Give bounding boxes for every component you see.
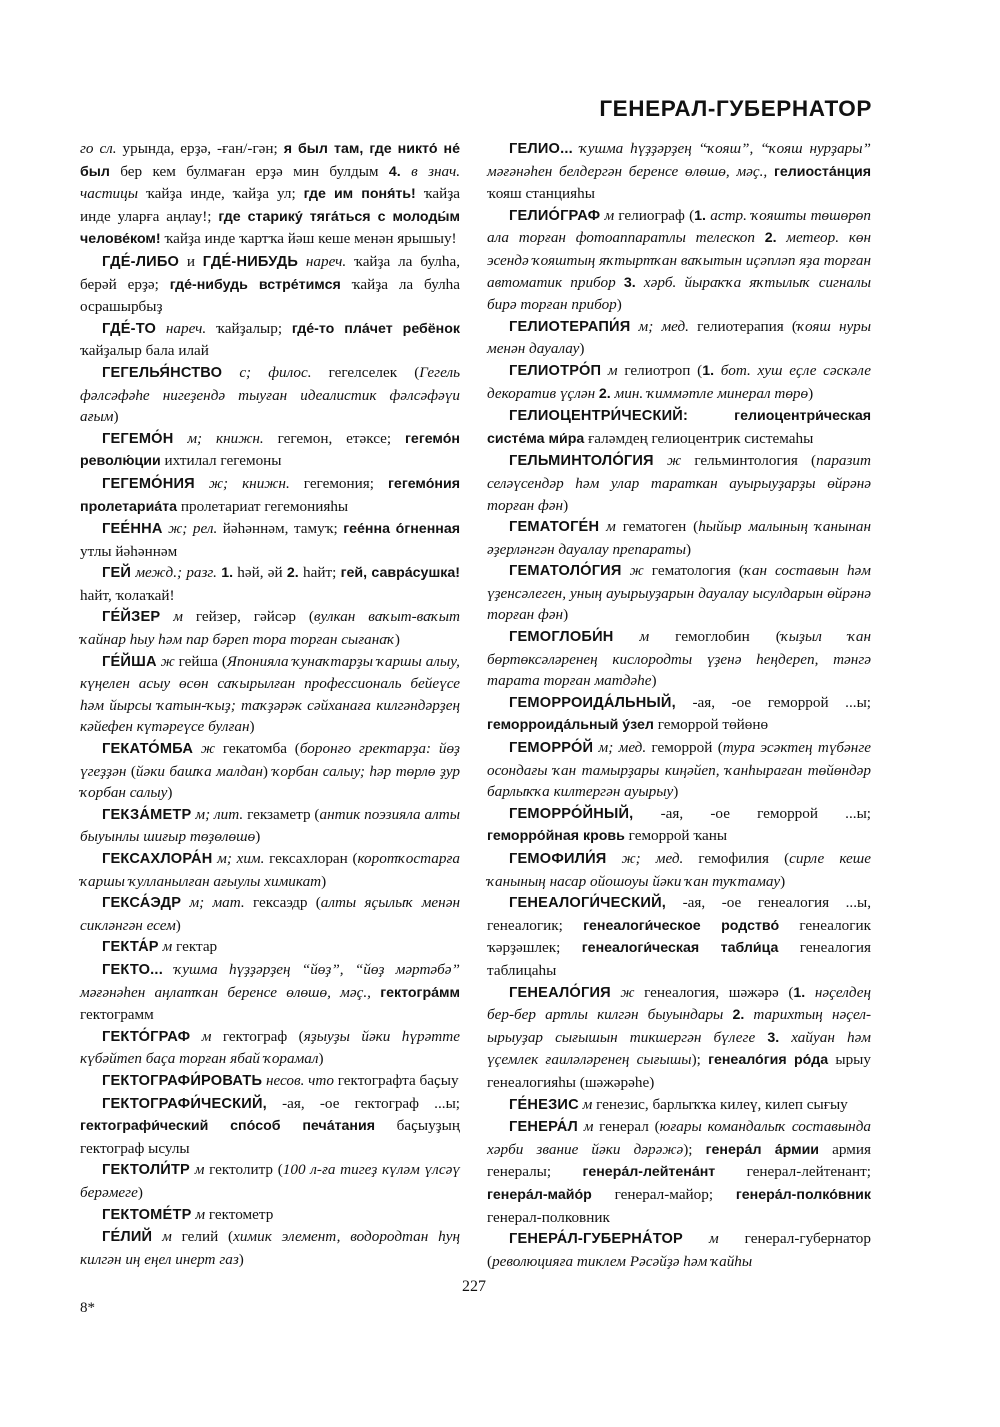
text: гексахлоран ( — [264, 850, 358, 867]
italic-text: м; мед. — [593, 739, 647, 757]
italic-text: м — [577, 1118, 594, 1136]
headword: ГЕГЕЛЬЯ́НСТВО — [102, 364, 223, 381]
italic-text: с; филос. — [222, 363, 312, 381]
bold-phrase: 2. — [598, 385, 611, 402]
headword: ГЕЛИО... — [509, 141, 573, 157]
bold-phrase: 3. — [767, 1029, 780, 1046]
headword: ГЕМОФИЛИ́Я — [509, 851, 607, 867]
dictionary-entry — [487, 560, 871, 626]
headword: ГЕМОГЛОБИ́Н — [509, 629, 614, 646]
italic-text: м — [683, 1230, 719, 1248]
bold-phrase: гегемо́н револю́ции — [80, 430, 460, 470]
headword: ГЕКТО... — [102, 961, 163, 978]
text: ) — [651, 672, 657, 690]
text: ) — [137, 1183, 143, 1201]
dictionary-entry — [487, 1116, 871, 1228]
text: гематоген ( — [615, 518, 699, 536]
text — [755, 1029, 767, 1046]
bold-phrase: 3. — [623, 274, 636, 291]
italic-text: несов. что — [262, 1071, 334, 1089]
dictionary-entry — [80, 251, 460, 318]
text — [767, 163, 774, 180]
text: -ая, -ое геморрой ...ы; — [675, 693, 871, 711]
bold-phrase: генеало́гия ро́да — [708, 1052, 829, 1069]
italic-text: м — [158, 938, 173, 956]
text: ҡайҙалыр; — [206, 319, 292, 337]
italic-text: боронғо гректарҙа: йөҙ үгеҙҙән — [80, 740, 460, 780]
headword: ГЕЛИОТРО́П — [509, 362, 602, 379]
italic-text: м — [600, 206, 615, 224]
text: гемофилия ( — [683, 850, 790, 867]
dictionary-entry — [80, 606, 460, 650]
italic-text: вулкан ваҡыт-ваҡыт ҡайнар һыу һәм пар бәреп тора торған сығанаҡ — [80, 608, 460, 649]
dictionary-entry — [487, 892, 871, 981]
headword: ГДЕ́-НИБУДЬ — [202, 253, 299, 270]
italic-text: революцияға тиклем Рәсәйҙә һәм ҡайһы — [492, 1252, 753, 1270]
text: генезис, барлыҡҡа килеү, килеп сығыу — [592, 1095, 848, 1113]
headword: ГЕКТО́ГРАФ — [102, 1028, 191, 1045]
text: гектар — [172, 938, 218, 956]
italic-text: астр. ҡояшты төшөрөп ала торған фотоаппаратлы телескоп — [487, 206, 871, 247]
dictionary-entry — [80, 562, 460, 606]
text: ) — [808, 384, 814, 402]
text: гектограмм — [80, 1006, 154, 1024]
italic-text: ҡояш нуры менән дауалау — [487, 317, 871, 358]
text: ); — [683, 1140, 706, 1158]
italic-text: ж; мед. — [606, 850, 684, 867]
italic-text: м — [191, 1205, 206, 1223]
text: һайт; — [298, 564, 341, 582]
headword: ГЕНЕРА́Л — [509, 1119, 578, 1136]
text: гегемон, етәксе; — [263, 429, 406, 447]
italic-text: го сл. — [80, 140, 117, 157]
dictionary-entry — [80, 362, 460, 428]
bold-phrase: генеалоги́ческое родство́ — [583, 917, 780, 934]
italic-text: йәки башҡа малдан — [135, 762, 263, 780]
text: ҡайҙа инде уларға аңлау!; — [80, 185, 461, 225]
italic-text: паразит селәүсендәр һәм улар тараткан ауырыуҙарҙы өйрәнә торған фән — [487, 452, 871, 514]
headword: ГЕМАТОЛО́ГИЯ — [509, 563, 622, 580]
text: һәй, әй — [233, 564, 287, 582]
headword: ГЕКТОМЕ́ТР — [102, 1206, 192, 1223]
text: ) — [563, 496, 569, 514]
dictionary-entry — [80, 1159, 460, 1203]
text: гелиограф ( — [614, 206, 695, 224]
italic-text: коротҡостарға ҡаршы ҡулланылған ағыулы химикат — [80, 850, 460, 890]
dictionary-entry — [80, 518, 460, 562]
headword: ГЕНЕАЛО́ГИЯ — [509, 984, 611, 1001]
dictionary-entry — [80, 473, 460, 518]
italic-text: ж — [653, 452, 682, 470]
text: гейша ( — [174, 652, 227, 670]
text: ) — [167, 784, 173, 802]
text — [755, 229, 765, 246]
text — [371, 984, 380, 1001]
dictionary-entry — [487, 405, 871, 450]
headword: ГЕМАТОГЕ́Н — [509, 519, 600, 536]
headword: ГЕНЕАЛОГИ́ЧЕСКИЙ, — [509, 895, 667, 912]
signature-mark: 8* — [80, 1300, 95, 1316]
italic-text: юғары командалыҡ составында хәрби звание йәки дәрәжә — [487, 1118, 871, 1158]
text: гегелселек ( — [311, 363, 420, 381]
text: ) — [238, 1250, 244, 1268]
text: ) — [262, 762, 273, 780]
headword: ГЕЛИО́ГРАФ — [509, 207, 601, 224]
text: ) — [113, 408, 119, 426]
bold-phrase: генера́л а́рмии — [705, 1141, 820, 1158]
text: гектографта баҫыу — [333, 1071, 459, 1089]
text: ) — [321, 872, 327, 890]
dictionary-entry — [80, 936, 460, 959]
dictionary-entry — [487, 516, 871, 560]
bold-phrase: 2. — [764, 230, 777, 247]
italic-text: ж — [621, 562, 644, 580]
text: ) — [673, 783, 679, 801]
italic-text: м; книжн. — [173, 429, 264, 447]
headword: ГЕКЗА́МЕТР — [102, 806, 192, 823]
dictionary-entry — [80, 1204, 460, 1227]
bold-phrase: гелиоста́нция — [773, 163, 872, 180]
bold-phrase: 1. — [694, 207, 707, 224]
headword: ГЕКСАХЛОРА́Н — [102, 851, 213, 867]
text: пролетариат гегемонияһы — [177, 497, 349, 515]
text: ) — [249, 718, 255, 736]
text: ҡайҙа инде, ҡайҙа ул; — [138, 185, 304, 203]
headword: ГЕКТА́Р — [102, 939, 159, 956]
text: бер кем булмаған ерҙә мин булдым — [109, 162, 389, 180]
italic-text: м; хим. — [212, 850, 265, 867]
text: -ая, -ое геморрой ...ы; — [633, 804, 871, 822]
dictionary-entry — [487, 982, 871, 1094]
headword: ГЕМОРРО́ЙНЫЙ, — [509, 805, 634, 822]
dictionary-entry — [80, 804, 460, 848]
text: ) — [780, 872, 786, 890]
headword: ГЕКТОГРАФИ́РОВАТЬ — [102, 1072, 263, 1089]
italic-text: ж; рел. — [162, 520, 218, 538]
text: урында, ерҙә, -ған/-гән; — [116, 140, 284, 157]
bold-phrase: 1. — [702, 362, 715, 379]
headword: ГЕГЕМО́НИЯ — [102, 475, 195, 492]
text: ) — [563, 606, 569, 624]
text — [688, 407, 734, 424]
bold-phrase: 2. — [732, 1007, 745, 1024]
headword: ГЕ́ЙША — [102, 653, 157, 670]
italic-text: нареч. — [298, 252, 347, 270]
bold-phrase: гелиоцентри́ческая систе́ма ми́ра — [487, 408, 871, 447]
bold-phrase: 4. — [388, 163, 401, 180]
italic-text: м — [601, 361, 618, 379]
bold-phrase: генера́л-полко́вник — [735, 1186, 871, 1203]
text: ) — [686, 540, 692, 558]
text: гексаэдр ( — [244, 894, 321, 912]
text: гельминтология ( — [681, 452, 817, 470]
text: генеалогия таблицаһы — [487, 939, 871, 979]
text: гектолитр ( — [204, 1161, 283, 1179]
text: ) — [579, 340, 585, 358]
continued-entry — [80, 138, 460, 251]
text: генерал-полковник — [487, 1208, 610, 1226]
italic-text: м — [160, 608, 183, 626]
bold-phrase: геморро́йная кровь — [487, 828, 625, 845]
text: -ая, -ое гектограф ...ы; — [266, 1094, 460, 1112]
italic-text: м — [599, 518, 616, 536]
dictionary-entry — [487, 737, 871, 803]
text: ҡайҙа ла булһа, берәй ерҙә; — [80, 252, 460, 293]
text: генерал ( — [593, 1118, 660, 1136]
text: генерал-майор; — [591, 1185, 736, 1203]
italic-text: м — [190, 1027, 212, 1045]
italic-text: ҡорбан салыу; һәр төрлө ҙур ҡорбан салыу — [80, 762, 461, 802]
dictionary-entry — [487, 848, 871, 892]
italic-text: в знач. частицы — [80, 162, 460, 203]
headword: ГЕ́НЕЗИС — [509, 1096, 579, 1113]
text: армия генералы; — [487, 1140, 871, 1181]
text: генерал-лейтенант; — [715, 1163, 871, 1181]
dictionary-entry — [487, 450, 871, 516]
text: ) — [255, 828, 261, 846]
left-column — [80, 138, 460, 1270]
text: ихтилал гегемоны — [160, 452, 282, 470]
italic-text: ҡан составын һәм үҙенсәлеген, уның ауырыуҙарын дауалау ысулдарын өйрәнә торған фән — [487, 562, 871, 624]
text: гейзер, гәйсәр ( — [182, 608, 314, 626]
text: ҡайҙалыр бала илай — [80, 342, 209, 360]
text: гелиотерапия ( — [688, 317, 797, 335]
dictionary-entry — [80, 848, 460, 892]
text: генеалогия, шәжәрә ( — [634, 983, 794, 1001]
dictionary-entry — [487, 138, 871, 205]
italic-text: тарихтың нәҫел-ырыуҙар сығышын тикшергән бүлеге — [487, 1006, 872, 1046]
italic-text: ж; книжн. — [194, 474, 290, 492]
text: гемоглобин ( — [649, 628, 781, 646]
italic-text: нәҫелдең бер-бер артлы килгән быуындары — [487, 983, 871, 1024]
bold-phrase: 2. — [286, 565, 299, 582]
text: ҡайҙа инде ҡартҡа йәш кеше менән ярышыу! — [160, 230, 457, 248]
text: утлы йәһәннәм — [80, 542, 178, 560]
bold-phrase: где́-нибудь встре́тимся — [169, 276, 341, 293]
headword: ГЕЙ — [102, 565, 132, 582]
italic-text: м; лит. — [191, 805, 244, 823]
italic-text: ж — [610, 983, 635, 1001]
italic-text: бот. хуш еҫле сәскәле декоратив үҫлән — [487, 361, 871, 402]
dictionary-entry — [487, 205, 871, 316]
dictionary-entry — [487, 316, 871, 360]
dictionary-entry — [80, 959, 460, 1026]
text: генеалогик ҡәрҙәшлек; — [487, 916, 871, 957]
italic-text: алты яҫылыҡ менән сикләнгән есем — [80, 894, 460, 934]
dictionary-entry — [487, 1228, 871, 1272]
italic-text: м — [190, 1161, 205, 1179]
text: генерал-губернатор ( — [487, 1230, 871, 1270]
text: геморрой төйөнө — [653, 716, 769, 734]
bold-phrase: гей, савра́сушка! — [340, 565, 460, 582]
bold-phrase: гектографи́ческий спо́соб печа́тания — [80, 1118, 375, 1135]
dictionary-entry — [80, 318, 460, 362]
text: ) — [394, 631, 400, 649]
italic-text: мин. ҡиммәтле минерал төрө — [610, 384, 809, 402]
italic-text: химик элемент, водородтан һуң килгән иң еңел инерт газ — [80, 1228, 460, 1268]
dictionary-entry — [487, 1094, 871, 1117]
dictionary-entry — [80, 1226, 460, 1270]
italic-text: м — [613, 628, 650, 646]
text: ); — [691, 1051, 709, 1069]
dictionary-entry — [80, 1026, 460, 1070]
bold-phrase: гектогра́мм — [380, 984, 461, 1001]
text — [616, 274, 624, 291]
dictionary-entry — [487, 803, 871, 848]
italic-text: Японияла ҡунаҡтарҙы ҡаршы алыу, күңелен асыу өсөн саҡырылған профессиональ бейеүсе һәм йырсы ҡатын-ҡыҙ; таҡҙәрәк сәйханаға килгәндәрҙең кәйефен күтәреүсе булған — [80, 652, 460, 736]
text: ғаләмдең гелиоцентрик системаһы — [584, 429, 814, 447]
headword: ГЕЛЬМИНТОЛО́ГИЯ — [509, 453, 654, 470]
right-column — [487, 138, 871, 1272]
bold-phrase: 1. — [221, 565, 234, 582]
text: баҫыуҙың гектограф ысулы — [80, 1117, 460, 1157]
italic-text: 100 л-ға тигеҙ күләм үлсәү берәмеге — [80, 1161, 460, 1201]
italic-text: м — [152, 1228, 172, 1246]
dictionary-entry — [80, 1070, 460, 1093]
running-head: ГЕНЕРАЛ-ГУБЕРНАТОР — [599, 96, 872, 121]
italic-text: хайуан һәм үҫемлек ғаиләләренең сығышы — [487, 1028, 872, 1069]
text: гематология ( — [643, 562, 744, 580]
italic-text: тура эсәктең түбәнге осондағы ҡан тамырҙары киңәйеп, ҡанһыраған төйөндәр барлыҡҡа килтергән ауырыу — [487, 739, 871, 801]
headword: ГДЕ́-ЛИБО — [102, 253, 180, 270]
headword: ГЕКСА́ЭДР — [102, 895, 182, 912]
headword: ГЕ́ЙЗЕР — [102, 609, 161, 626]
text: геморрой ( — [646, 739, 723, 757]
bold-phrase: геморроида́льный у́зел — [487, 717, 654, 734]
text: ) — [616, 296, 622, 314]
bold-phrase: где им поня́ть! — [303, 186, 416, 203]
italic-text: һыйыр малының ҡанынан әҙерләнгән дауалау препараты — [487, 518, 871, 558]
bold-phrase: гее́нна о́гненная — [343, 521, 460, 538]
italic-text: межд.; разг. — [131, 564, 217, 582]
italic-text: ҡушма һүҙҙәрҙең “йөҙ”, “йөҙ мәртәбә” мәғәнәһен аңлатҡан беренсе өлөшө, мәҫ., — [80, 960, 460, 1001]
text: и — [179, 252, 203, 270]
headword: ГЕ́ЛИЙ — [102, 1229, 153, 1246]
bold-phrase: где старику́ тяга́ться с молоды́м челове́ком! — [80, 208, 460, 248]
italic-text: Гегель фәлсәфәһе нигеҙендә тыуған идеалистик фәлсәфәүи ағым — [80, 363, 460, 426]
italic-text: ҡушма һүҙҙәрҙең “ҡояш”, “ҡояш нурҙары” мәғәнәһен белдергән беренсе өлөшө, мәҫ., — [487, 140, 871, 180]
text: ( — [126, 762, 136, 780]
text: геморрой ҡаны — [624, 827, 728, 845]
text: ҡайҙа ла булһа осрашырбыҙ — [80, 275, 460, 316]
text: гегемония; — [289, 474, 389, 492]
italic-text: ж — [156, 652, 175, 670]
italic-text: хәрб. йыраҡҡа яҡтылыҡ сигналы бирә торған прибор — [487, 273, 872, 314]
italic-text: м; мед. — [630, 317, 689, 335]
text: ырыу генеалогияһы (шәжәрәһе) — [487, 1051, 871, 1091]
bold-phrase: гегемо́ния пролетариа́та — [80, 475, 460, 515]
text: йәһәннәм, тамуҡ; — [217, 520, 344, 538]
headword: ГЕКТОГРАФИ́ЧЕСКИЙ, — [102, 1095, 267, 1112]
headword: ГЕКАТО́МБА — [102, 741, 194, 758]
headword: ГЕМОРРО́Й — [509, 740, 594, 757]
text: гекатомба ( — [215, 740, 300, 758]
headword: ГЕМОРРОИДА́ЛЬНЫЙ, — [509, 694, 676, 711]
headword: ГЕКТОЛИ́ТР — [102, 1162, 190, 1179]
dictionary-entry — [487, 360, 871, 405]
bold-phrase: генеалоги́ческая табли́ца — [581, 940, 779, 957]
dictionary-entry — [80, 738, 460, 804]
dictionary-entry — [80, 1093, 460, 1160]
italic-text: ж — [193, 740, 216, 758]
italic-text: метеор. көн эсендә ҡояштың яҡтыртҡан ваҡытын иҫәпләп яҙа торған автоматик прибор — [487, 229, 871, 291]
text: ) — [175, 916, 181, 934]
italic-text: м; мат. — [181, 894, 245, 912]
text: ) — [318, 1050, 324, 1068]
italic-text: антик поэзияла алты быуынлы шиғыр төҙөлөшө — [80, 805, 460, 846]
italic-text: сирле кеше ҡанының насар ойошоуы йәки ҡан туҡтамау — [487, 850, 871, 890]
headword: ГДЕ́-ТО — [102, 320, 157, 337]
text: һайт, ҡолаҡай! — [80, 586, 175, 604]
italic-text: м — [578, 1095, 593, 1113]
headword: ГЕЕ́ННА — [102, 521, 163, 538]
dictionary-entry — [80, 892, 460, 936]
bold-phrase: я был там, где никто́ не́ был — [80, 141, 461, 180]
page-number: 227 — [462, 1278, 486, 1295]
text: гелий ( — [171, 1228, 234, 1246]
dictionary-entry — [80, 428, 460, 473]
text: гектометр — [205, 1205, 274, 1223]
italic-text: яҙыуҙы йәки һүрәтте күбәйтеп баҫа торған ябай ҡорамал — [80, 1027, 460, 1068]
bold-phrase: генера́л-майо́р — [487, 1186, 592, 1203]
headword: ГЕНЕРА́Л-ГУБЕРНА́ТОР — [509, 1231, 683, 1248]
bold-phrase: где́-то пла́чет ребёнок — [291, 320, 461, 337]
text: ҡояш станцияһы — [487, 185, 595, 203]
text: гектограф ( — [211, 1027, 304, 1045]
headword: ГЕГЕМО́Н — [102, 430, 174, 447]
dictionary-entry — [80, 651, 460, 738]
dictionary-entry — [487, 692, 871, 737]
text: -ая, -ое генеалогия ...ы, генеалогик; — [487, 894, 871, 934]
text: гелиотроп ( — [617, 361, 703, 379]
italic-text: нареч. — [156, 319, 207, 337]
headword: ГЕЛИОЦЕНТРИ́ЧЕСКИЙ: — [509, 408, 689, 425]
italic-text: ҡыҙыл ҡан бөртөксәләренең кислородты үҙенә һеңдереп, тәнгә тарата торған матдәһе — [487, 628, 871, 690]
bold-phrase: генера́л-лейтена́нт — [582, 1164, 716, 1181]
text: гекзаметр ( — [243, 805, 320, 823]
dictionary-entry — [487, 626, 871, 692]
headword: ГЕЛИОТЕРАПИ́Я — [509, 318, 631, 335]
bold-phrase: 1. — [793, 984, 806, 1001]
